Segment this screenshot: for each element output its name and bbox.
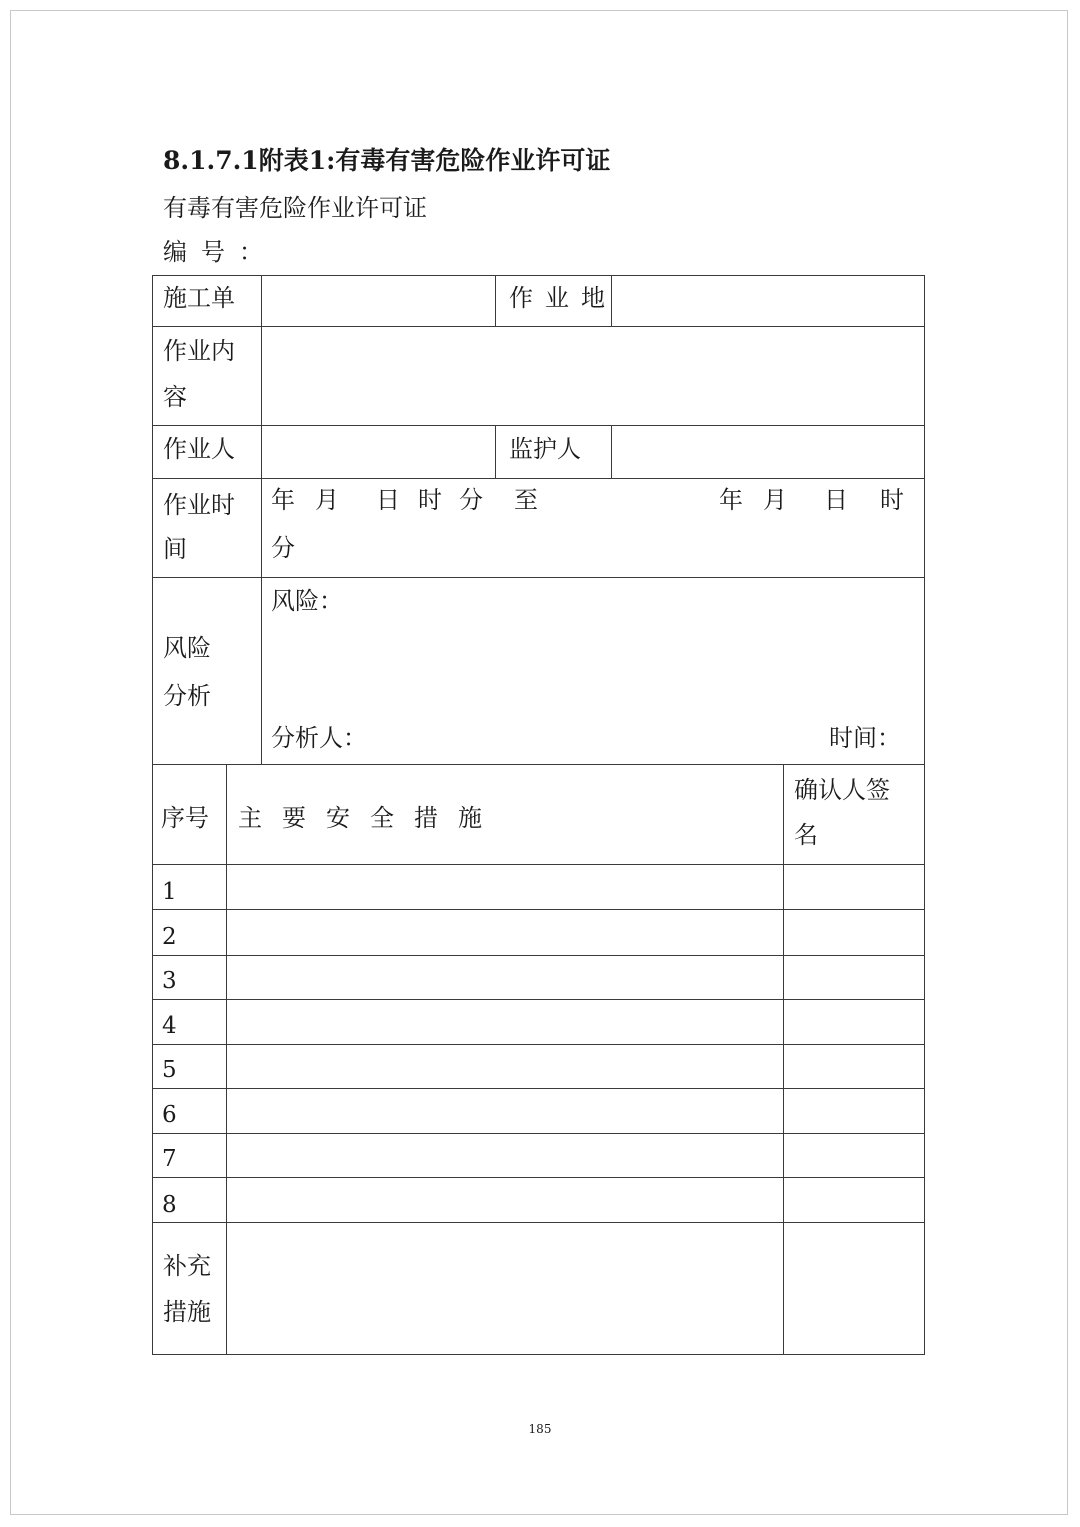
row-number: 1 <box>162 879 177 905</box>
row-divider <box>152 1044 925 1045</box>
column-divider <box>495 275 496 326</box>
construction-unit-label: 施工单 <box>163 284 235 312</box>
guardian-field[interactable] <box>612 426 924 478</box>
time-day-to: 日 <box>824 486 848 514</box>
time-year-to: 年 <box>719 486 743 514</box>
row-divider <box>152 1088 925 1089</box>
supplementary-measures-field[interactable] <box>227 1223 783 1354</box>
row-divider <box>152 478 925 479</box>
row-number: 3 <box>162 968 177 994</box>
risk-analysis-label: 风险 <box>163 634 211 662</box>
work-content-label: 作业内 <box>163 337 235 365</box>
row-divider <box>152 955 925 956</box>
row-number: 6 <box>162 1102 177 1128</box>
time-hour-to: 时 <box>880 486 904 514</box>
work-time-label: 作业时 <box>163 491 235 519</box>
time-minute-to: 分 <box>271 534 295 562</box>
supplementary-confirm-field[interactable] <box>784 1223 924 1354</box>
table-border-bottom <box>152 1354 925 1355</box>
column-header-number: 序号 <box>161 804 209 832</box>
table-border-left <box>152 275 153 1355</box>
guardian-label: 监护人 <box>509 435 581 463</box>
column-divider <box>495 425 496 478</box>
row-divider <box>152 577 925 578</box>
analysis-time-label: 时间： <box>829 724 901 752</box>
work-content-label-cont: 容 <box>163 383 187 411</box>
column-header-confirm-signature-cont: 名 <box>794 821 818 849</box>
time-to-word: 至 <box>514 486 538 514</box>
work-time-label-cont: 间 <box>163 535 187 563</box>
time-day-from: 日 <box>376 486 400 514</box>
work-site-field[interactable] <box>612 276 924 326</box>
column-header-confirm-signature: 确认人签 <box>794 776 890 804</box>
time-minute-from: 分 <box>459 486 483 514</box>
page-number: 185 <box>528 1422 552 1436</box>
time-month-to: 月 <box>763 486 787 514</box>
supplementary-measures-label: 补充 <box>163 1252 211 1280</box>
row-number: 4 <box>162 1013 177 1039</box>
risk-analysis-label-cont: 分析 <box>163 682 211 710</box>
work-site-label: 作业地 <box>509 284 617 312</box>
form-title: 有毒有害危险作业许可证 <box>163 194 427 222</box>
row-divider <box>152 1133 925 1134</box>
row-number: 2 <box>162 924 177 950</box>
construction-unit-field[interactable] <box>262 276 495 326</box>
column-header-safety-measures: 主要安全措施 <box>238 804 502 832</box>
time-year-from: 年 <box>271 486 295 514</box>
row-divider <box>152 864 925 865</box>
document-heading: 8.1.7.1附表1:有毒有害危险作业许可证 <box>163 146 611 175</box>
work-content-field[interactable] <box>262 327 924 425</box>
supplementary-measures-label-cont: 措施 <box>163 1298 211 1326</box>
row-divider <box>152 909 925 910</box>
analyst-field-label: 分析人： <box>271 724 367 752</box>
serial-number-label: 编号： <box>163 238 277 266</box>
worker-field[interactable] <box>262 426 495 478</box>
row-number: 8 <box>162 1192 177 1218</box>
time-month-from: 月 <box>315 486 339 514</box>
row-number: 7 <box>162 1146 177 1172</box>
row-divider <box>152 1177 925 1178</box>
row-number: 5 <box>162 1057 177 1083</box>
table-border-right <box>924 275 925 1355</box>
permit-form-table <box>152 275 925 1355</box>
worker-label: 作业人 <box>163 435 235 463</box>
time-hour-from: 时 <box>418 486 442 514</box>
risk-field-label: 风险： <box>271 587 343 615</box>
row-divider <box>152 764 925 765</box>
row-divider <box>152 999 925 1000</box>
